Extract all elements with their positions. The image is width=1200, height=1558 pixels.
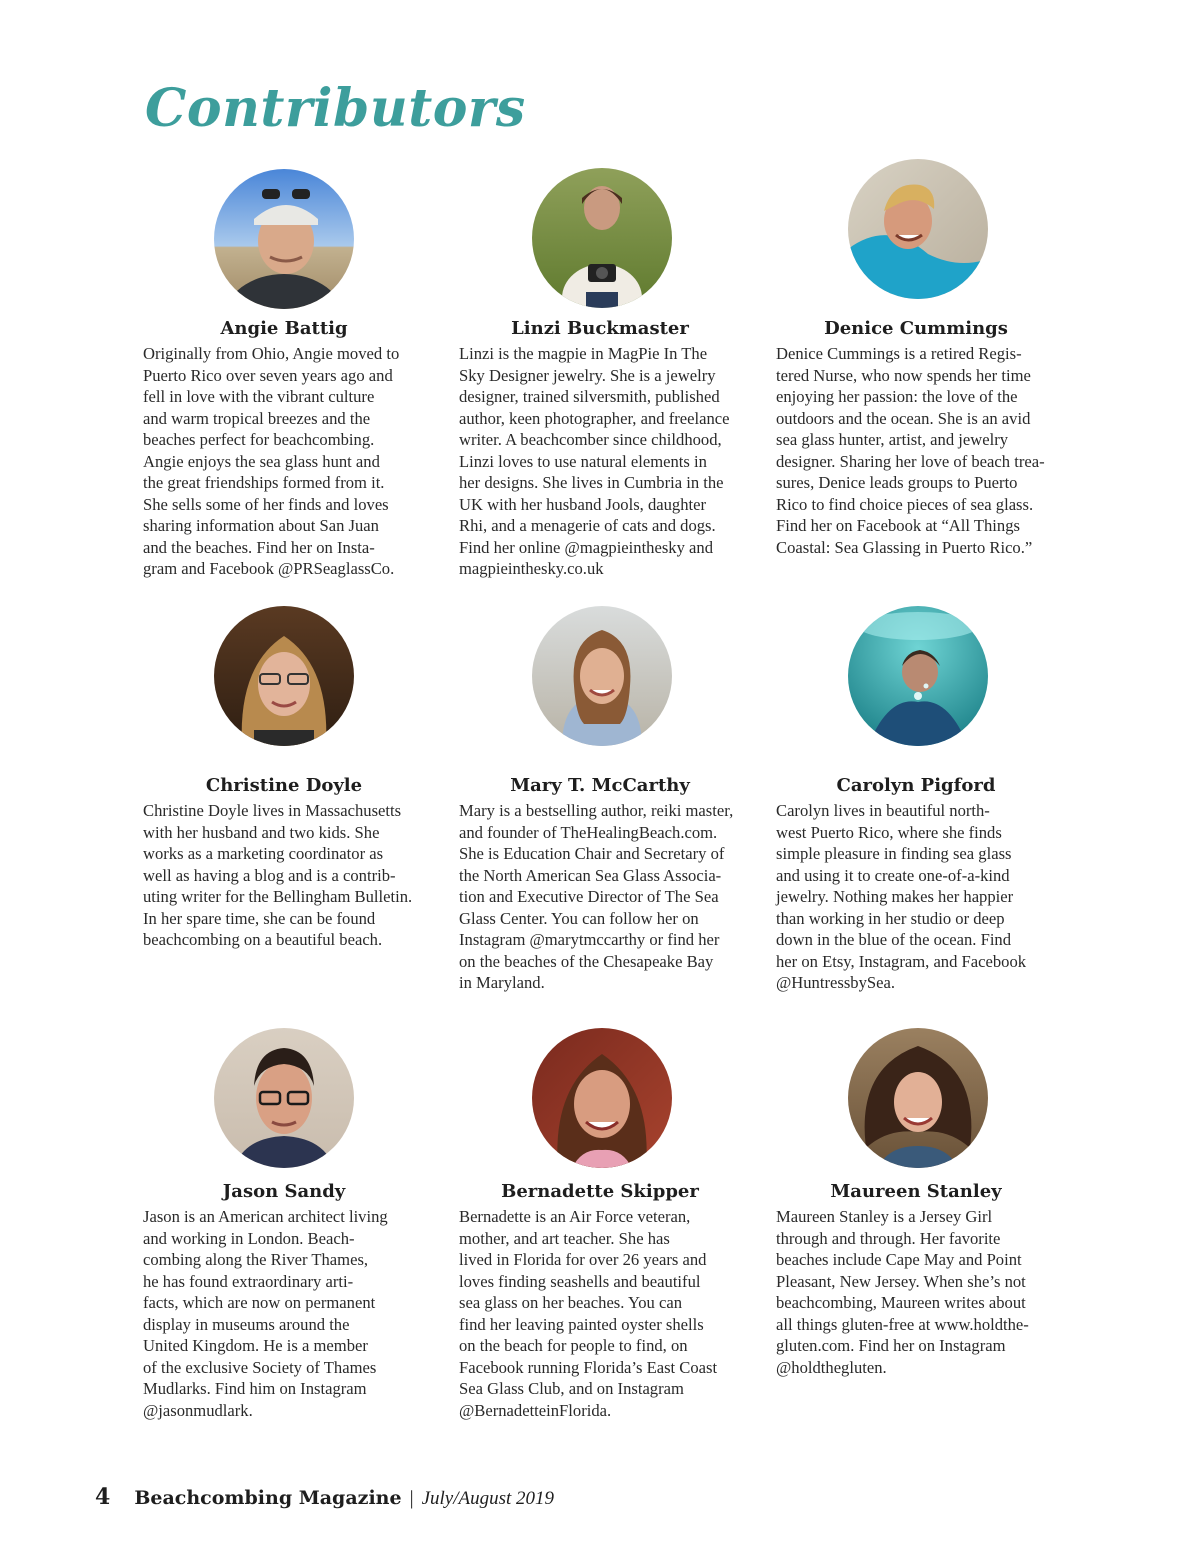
bernadette-skipper-photo [532,1028,672,1168]
issue-date: July/August 2019 [421,1488,555,1509]
mary-mccarthy-photo [532,606,672,746]
contributor-name: Angie Battig [220,318,348,339]
contributor-bio: Carolyn lives in beautiful north- west Puerto Rico, where she finds simple pleasure in finding sea glass and using it to create one-of-a-kind jewelry. Nothing makes her happier than working in her studio or deep down in the blue of the ocean. Find her on Etsy, Instagram, and Facebook @HuntressbySea. [776,801,1027,992]
christine-doyle-photo [214,606,354,746]
maureen-stanley-photo [848,1028,988,1168]
contributor-bio: Denice Cummings is a retired Regis- tered Nurse, who now spends her time enjoying her passion: the love of the outdoors and the ocean. She is an avid sea glass hunter, artist, and jewelry designer. Sharing her love of beach trea- sures, Denice leads groups to Puerto Rico to find choice pieces of sea glass. Find her on Facebook at “All Things Coastal: Sea Glassing in Puerto Rico.” [776,344,1045,557]
contributor-name: Carolyn Pigford [836,775,996,796]
contributor-name: Bernadette Skipper [501,1181,699,1202]
contributor-name: Christine Doyle [205,775,363,796]
carolyn-pigford-photo [848,606,988,746]
magazine-name: Beachcombing Magazine [134,1487,402,1509]
denice-cummings-photo [848,159,988,299]
contributor-name: Linzi Buckmaster [511,318,689,339]
angie-battig-photo [214,169,354,309]
page-footer [95,1484,554,1510]
contributor-bio: Originally from Ohio, Angie moved to Puerto Rico over seven years ago and fell in love with the vibrant culture and warm tropical breezes and the beaches perfect for beachcombing. Angie enjoys the sea glass hunt and the great friendships formed from it. She sells some of her finds and loves sharing information about San Juan and the beaches. Find her on Insta- gram and Facebook @PRSeaglassCo. [143,344,400,578]
footer-separator: | [409,1487,414,1509]
jason-sandy-photo [214,1028,354,1168]
contributor-bio: Bernadette is an Air Force veteran, mother, and art teacher. She has lived in Florida for over 26 years and loves finding seashells and beautiful sea glass on her beaches. You can find her leaving painted oyster shells on the beach for people to find, on Facebook running Florida’s East Coast Sea Glass Club, and on Instagram @BernadetteinFlorida. [459,1207,718,1420]
contributor-bio: Maureen Stanley is a Jersey Girl through and through. Her favorite beaches include Cape May and Point Pleasant, New Jersey. When she’s not beachcombing, Maureen writes about all things gluten-free at www.holdthe- gluten.com. Find her on Instagram @holdthegluten. [776,1207,1029,1377]
contributor-name: Maureen Stanley [830,1181,1002,1202]
contributor-name: Mary T. McCarthy [510,775,690,796]
contributor-bio: Mary is a bestselling author, reiki master, and founder of TheHealingBeach.com. She is Education Chair and Secretary of the North American Sea Glass Associa- tion and Executive Director of The Sea Glass Center. You can follow her on Instagram @marytmccarthy or find her on the beaches of the Chesapeake Bay in Maryland. [459,801,734,992]
page-number: 4 [95,1484,111,1510]
contributor-bio: Christine Doyle lives in Massachusetts with her husband and two kids. She works as a marketing coordinator as well as having a blog and is a contrib- uting writer for the Bellingham Bulletin. In her spare time, she can be found beachcombing on a beautiful beach. [143,801,413,949]
contributor-name: Jason Sandy [222,1181,346,1202]
linzi-buckmaster-photo [532,168,672,308]
contributor-bio: Jason is an American architect living and working in London. Beach- combing along the River Thames, he has found extraordinary arti- facts, which are now on permanent display in museums around the United Kingdom. He is a member of the exclusive Society of Thames Mudlarks. Find him on Instagram @jasonmudlark. [143,1207,388,1420]
contributor-name: Denice Cummings [824,318,1008,339]
page-title: Contributors [145,78,526,139]
contributor-bio: Linzi is the magpie in MagPie In The Sky Designer jewelry. She is a jewelry designer, trained silversmith, published author, keen photographer, and freelance writer. A beachcomber since childhood, Linzi loves to use natural elements in her designs. She lives in Cumbria in the UK with her husband Jools, daughter Rhi, and a menagerie of cats and dogs. Find her online @magpieinthesky and magpieinthesky.co.uk [459,344,730,578]
